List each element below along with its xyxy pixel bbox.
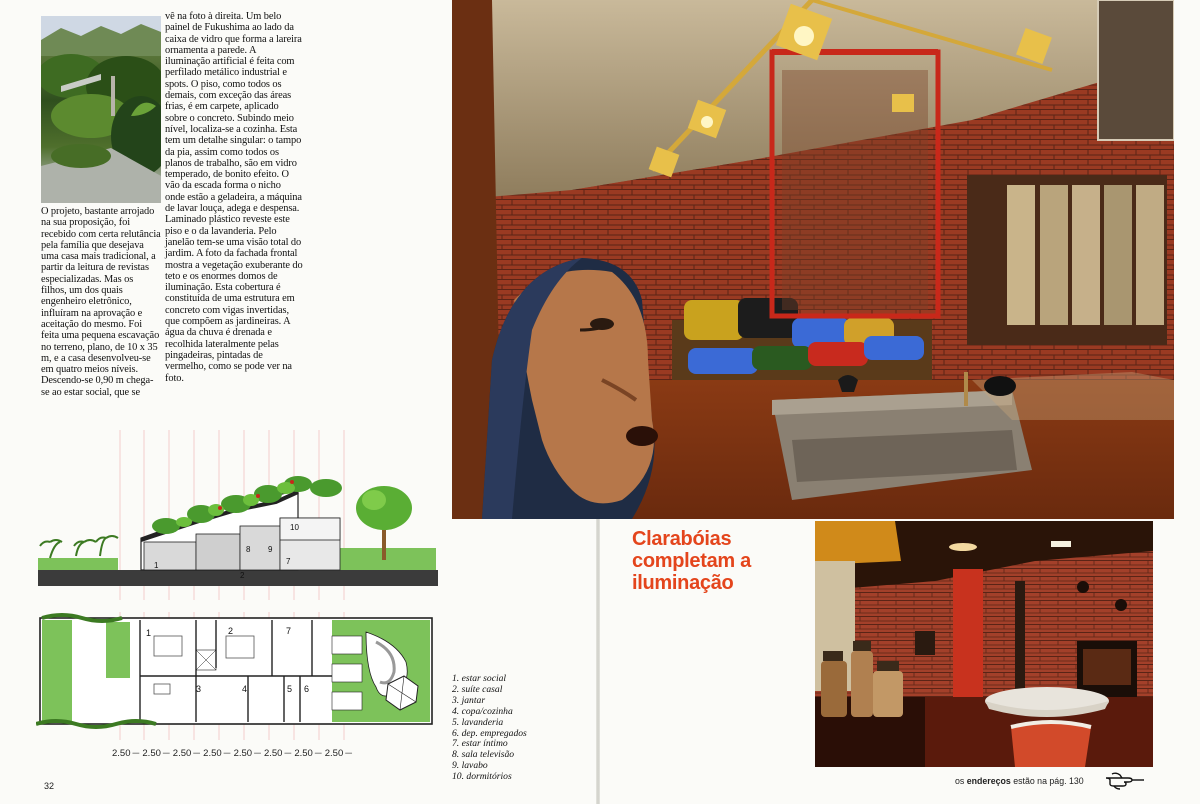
garden-roof-photo: [41, 16, 161, 203]
plan-label-2: 2: [228, 626, 234, 636]
footer-prefix: os: [955, 776, 965, 786]
section-label-2: 2: [240, 571, 245, 580]
body-text-column-2: vê na foto à direita. Um belo painel de Fukushima ao lado da caixa de vidro que forma a lareira ornamenta a parede. A iluminação artificial é feita com perfilado metálico industrial e spots. O piso, como todos os demais, com exceção das áreas frias, é em carpete, aplicado sobre o concreto. Subindo meio nível, localiza-se a cozinha. Esta tem um detalhe singular: o tampo da pia, assim como todos os planos de trabalho, são em vidro temperado, de bonito efeito. O vão da escada forma o nicho onde estão a geladeira, a máquina de lavar louça, adega e despensa. Laminado plástico reveste este piso e o da lavanderia. Pelo janelão tem-se uma visão total do jardim. A foto da fachada frontal mostra a vegetação exuberante do teto e os enormes domos de iluminação. Esta cobertura é constituída de uma estrutura em concreto com vigas invertidas, que compõem as jardineiras. A água da chuva é drenada e recolhida lateralmente pelas pingadeiras, pintadas de vermelho, como se pode ver na foto.: [165, 11, 303, 384]
plan-label-1: 1: [146, 628, 152, 638]
legend-item: 9. lavabo: [452, 760, 488, 772]
legend-item: 2. suíte casal: [452, 683, 503, 695]
section-label-1: 1: [154, 561, 159, 570]
page-footer: [955, 776, 1084, 786]
living-room-photo: [452, 0, 1174, 519]
legend-item: 3. jantar: [452, 694, 486, 706]
plan-label-7: 7: [286, 626, 292, 636]
house-section-drawing: [36, 430, 446, 600]
section-label-8: 8: [246, 545, 251, 554]
legend-item: 1. estar social: [452, 673, 507, 684]
section-headline: [632, 528, 812, 594]
legend-item: 10. dormitórios: [452, 771, 512, 783]
pointing-hand-icon: [1106, 772, 1146, 790]
plan-label-6: 6: [304, 684, 310, 694]
headline-line: Clarabóias: [632, 528, 732, 550]
headline-line: iluminação: [632, 572, 734, 594]
legend-item: 8. sala televisão: [452, 749, 515, 761]
legend-item: 5. lavanderia: [452, 716, 504, 728]
legend-item: 6. dep. empregados: [452, 727, 527, 739]
plan-legend: [452, 674, 572, 783]
legend-item: 4. copa/cozinha: [452, 705, 513, 717]
dimension-label: 2.50 ─: [142, 748, 169, 762]
plan-dimensions: [112, 748, 352, 762]
dimension-label: 2.50 ─: [264, 748, 291, 762]
dimension-label: 2.50 ─: [173, 748, 200, 762]
floor-plan-drawing: [36, 612, 446, 740]
plan-label-5: 5: [287, 684, 293, 694]
headline-line: completam a: [632, 550, 751, 572]
section-label-9: 9: [268, 545, 273, 554]
footer-suffix: estão na pág. 130: [1013, 776, 1084, 786]
dimension-label: 2.50 ─: [203, 748, 230, 762]
body-text-column-1: O projeto, bastante arrojado na sua proposição, foi recebido com certa relutância pela família que desejava uma casa mais tradicional, a partir da leitura de revistas especializadas. Mas os filhos, um dos quais engenheiro eletrônico, influíram na aprovação e aceitação do mesmo. Foi feita uma pequena escavação no terreno, plano, de 10 x 35 m, e a casa desenvolveu-se em quatro meios níveis. Descendo-se 0,90 m chega-se ao estar social, que se: [41, 206, 161, 398]
dimension-label: 2.50 ─: [325, 748, 352, 762]
dimension-label: 2.50 ─: [294, 748, 321, 762]
plan-label-3: 3: [196, 684, 202, 694]
section-label-7: 7: [286, 557, 291, 566]
legend-item: 7. estar íntimo: [452, 738, 508, 750]
plan-label-4: 4: [242, 684, 248, 694]
page-number-left: 32: [44, 781, 55, 791]
dimension-label: 2.50 ─: [112, 748, 139, 762]
dining-room-photo: [815, 521, 1153, 767]
footer-bold: endereços: [966, 776, 1011, 786]
section-label-10: 10: [290, 523, 299, 532]
dimension-label: 2.50 ─: [234, 748, 261, 762]
